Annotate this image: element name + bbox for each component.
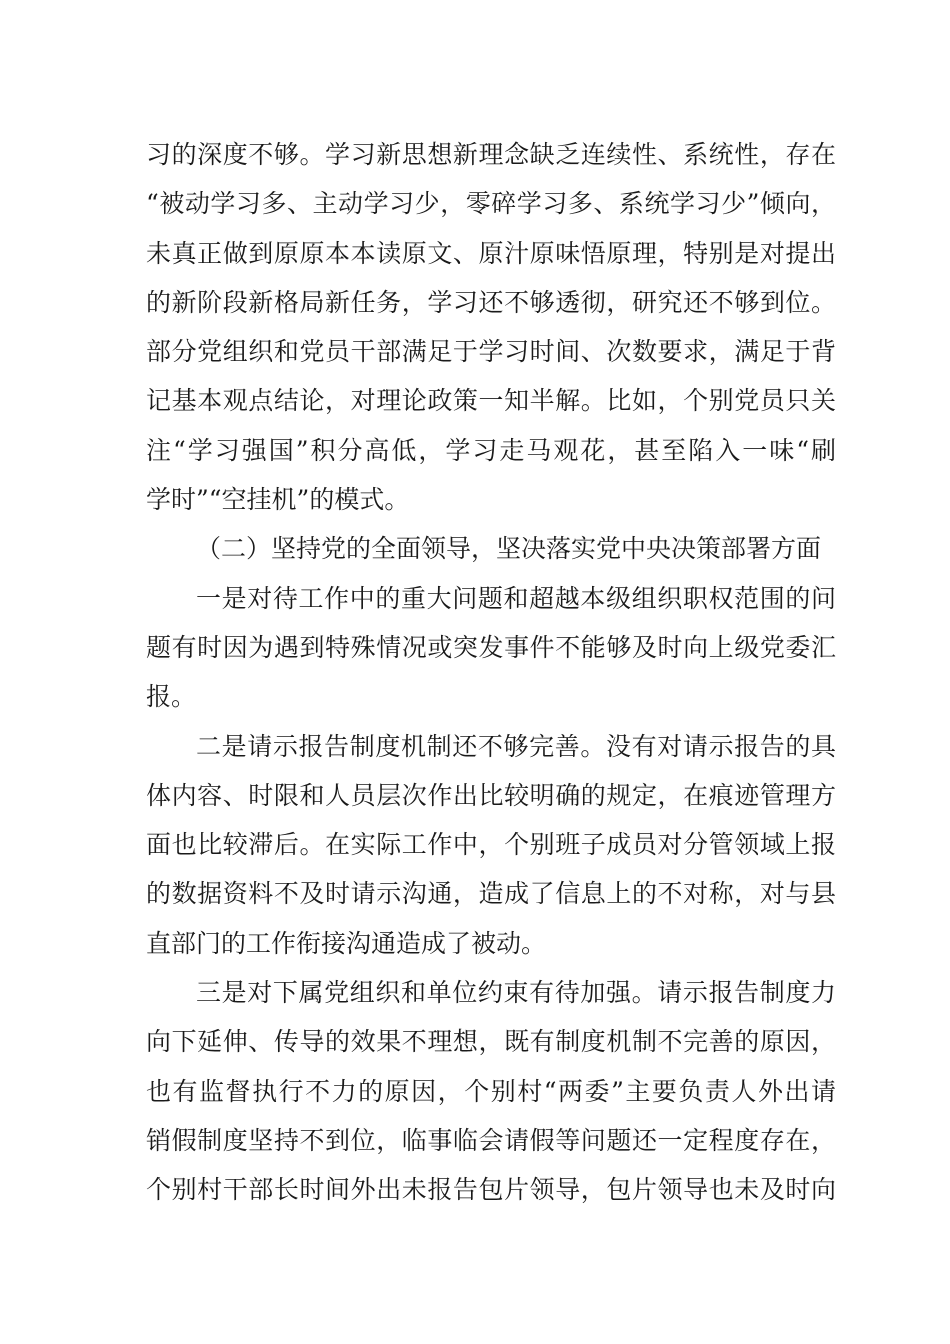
text-line: 销假制度坚持不到位，临事临会请假等问题还一定程度存在， bbox=[146, 1125, 836, 1155]
paragraph-first-line: 一是对待工作中的重大问题和超越本级组织职权范围的问 bbox=[196, 583, 836, 613]
text-line: 部分党组织和党员干部满足于学习时间、次数要求，满足于背 bbox=[146, 337, 836, 367]
text-line: 记基本观点结论，对理论政策一知半解。比如，个别党员只关 bbox=[146, 386, 836, 416]
text-line: 题有时因为遇到特殊情况或突发事件不能够及时向上级党委汇 bbox=[146, 632, 836, 662]
text-line: 报。 bbox=[146, 682, 197, 712]
text-line: 习的深度不够。学习新思想新理念缺乏连续性、系统性，存在 bbox=[146, 140, 836, 169]
text-line: 的新阶段新格局新任务，学习还不够透彻，研究还不够到位。 bbox=[146, 287, 836, 317]
text-line: “被动学习多、主动学习少，零碎学习多、系统学习少”倾向， bbox=[146, 189, 836, 219]
text-line: 个别村干部长时间外出未报告包片领导，包片领导也未及时向 bbox=[146, 1175, 836, 1205]
text-line: 未真正做到原原本本读原文、原汁原味悟原理，特别是对提出 bbox=[146, 238, 836, 268]
text-line: 向下延伸、传导的效果不理想，既有制度机制不完善的原因， bbox=[146, 1027, 836, 1057]
text-line: 面也比较滞后。在实际工作中，个别班子成员对分管领域上报 bbox=[146, 830, 836, 860]
text-line: 注“学习强国”积分高低，学习走马观花，甚至陷入一味“刷 bbox=[146, 435, 836, 465]
text-line: 体内容、时限和人员层次作出比较明确的规定，在痕迹管理方 bbox=[146, 780, 836, 810]
paragraph-first-line: 二是请示报告制度机制还不够完善。没有对请示报告的具 bbox=[196, 731, 836, 761]
text-line: 的数据资料不及时请示沟通，造成了信息上的不对称，对与县 bbox=[146, 879, 836, 909]
text-line: 学时”“空挂机”的模式。 bbox=[146, 485, 410, 515]
document-body bbox=[146, 130, 836, 1215]
text-line: 也有监督执行不力的原因，个别村“两委”主要负责人外出请 bbox=[146, 1076, 836, 1106]
paragraph-first-line: 三是对下属党组织和单位约束有待加强。请示报告制度力 bbox=[196, 978, 836, 1008]
section-heading: （二）坚持党的全面领导，坚决落实党中央决策部署方面 bbox=[196, 534, 822, 564]
text-line: 直部门的工作衔接沟通造成了被动。 bbox=[146, 928, 547, 958]
